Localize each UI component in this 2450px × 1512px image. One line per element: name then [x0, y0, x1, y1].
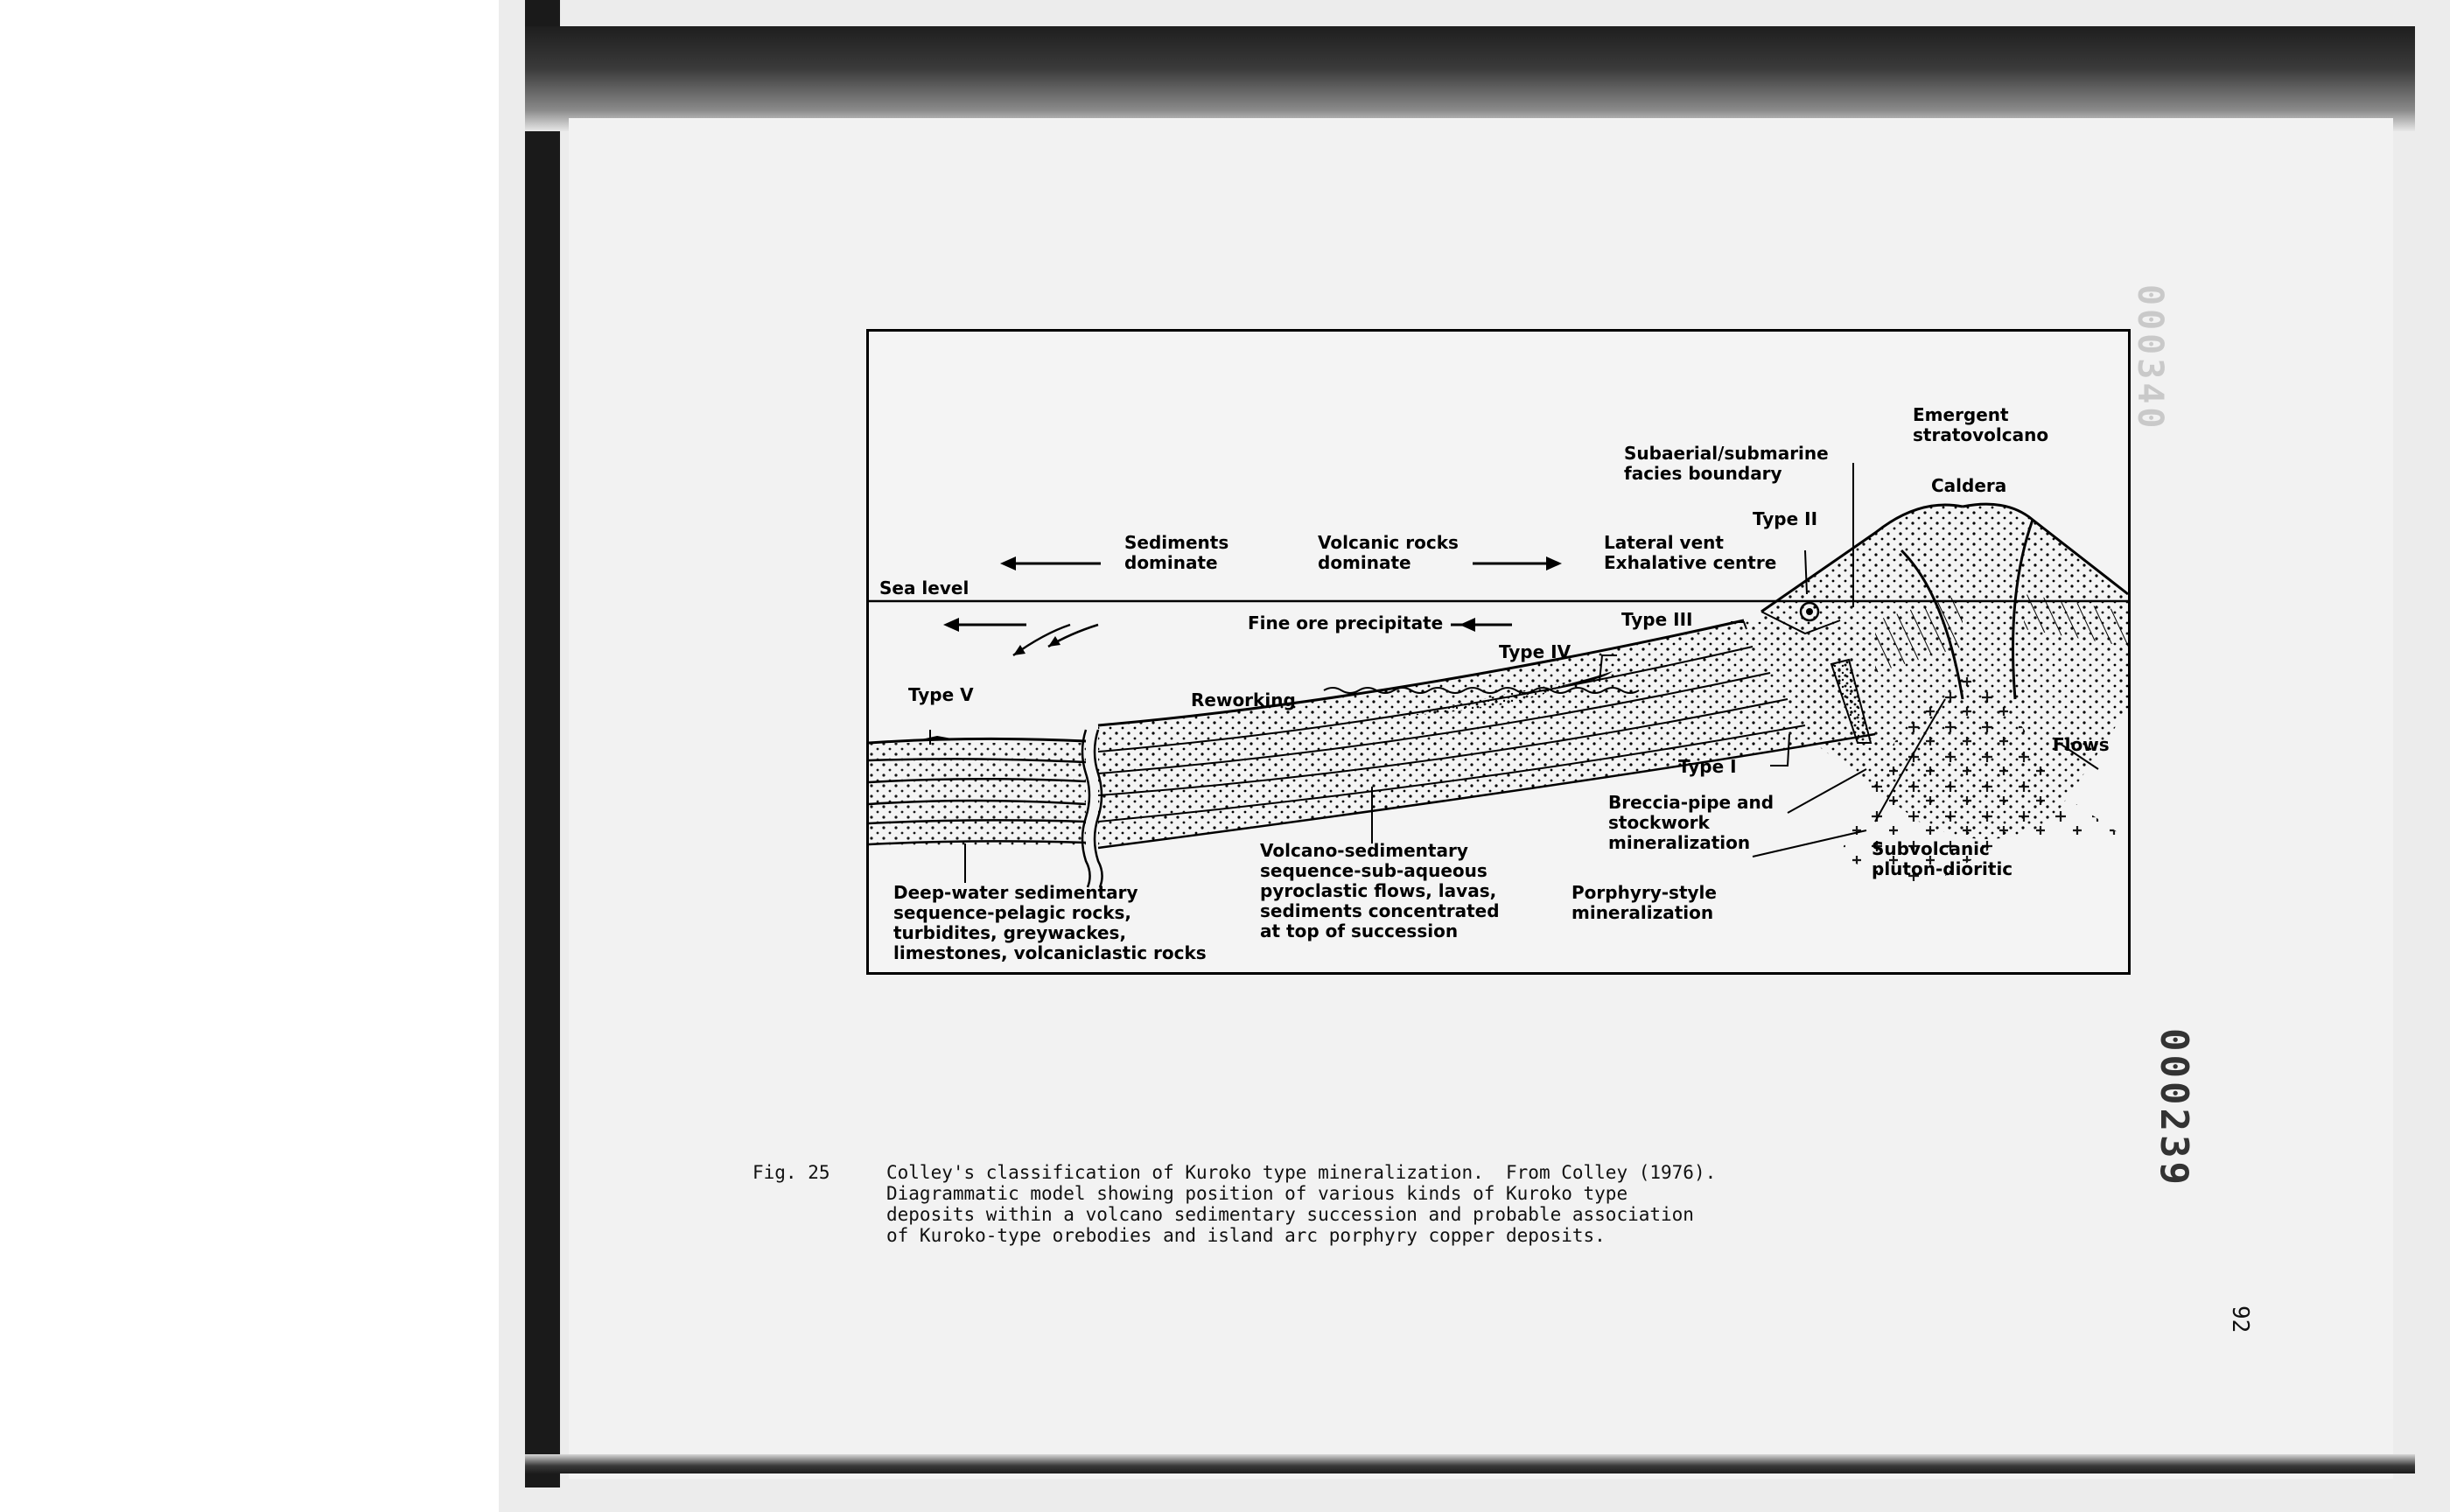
- deep-water-sequence: [869, 736, 1086, 846]
- faint-stamp-number: 000340: [2130, 284, 2170, 432]
- label-breccia: Breccia-pipe and stockwork mineralization: [1608, 792, 1774, 853]
- label-fine-ore: Fine ore precipitate: [1248, 612, 1444, 634]
- figure-number: Fig. 25: [752, 1162, 830, 1183]
- label-emergent-stratovolcano: Emergent stratovolcano: [1913, 404, 2049, 445]
- label-reworking: Reworking: [1191, 690, 1296, 710]
- arrow-sediments: [1000, 556, 1101, 570]
- figure-frame: [866, 329, 2131, 975]
- leader-breccia: [1788, 769, 1866, 813]
- label-caldera: Caldera: [1931, 475, 2007, 496]
- label-subaerial-boundary: Subaerial/submarine facies boundary: [1624, 443, 1829, 484]
- label-type-i: Type I: [1678, 756, 1737, 777]
- binding-shadow-bottom: [525, 1454, 2415, 1474]
- label-type-v: Type V: [908, 684, 974, 705]
- binding-shadow-left: [525, 0, 560, 1488]
- figure-caption: Colley's classification of Kuroko type mineralization. From Colley (1976). Diagrammatic model showing position of various kinds of Kuroko type deposits within a volcano sedimentary succession and probable association of Kuroko-type orebodies and island arc porphyry copper deposits.: [886, 1162, 1717, 1246]
- label-sediments-dominate: Sediments dominate: [1124, 532, 1229, 573]
- label-subvolcanic: Subvolcanic pluton-dioritic: [1872, 838, 2013, 879]
- label-volcanic-rocks-dominate: Volcanic rocks dominate: [1318, 532, 1459, 573]
- label-sea-level: Sea level: [879, 578, 970, 598]
- label-lateral-vent: Lateral vent Exhalative centre: [1604, 532, 1777, 573]
- label-type-ii: Type II: [1753, 508, 1818, 529]
- label-porphyry: Porphyry-style mineralization: [1572, 882, 1717, 923]
- binding-shadow-top: [525, 26, 2415, 131]
- label-volcano-sedimentary: Volcano-sedimentary sequence-sub-aqueous pyroclastic flows, lavas, sediments concentrated at top of succession: [1260, 840, 1500, 942]
- label-type-iii: Type III: [1621, 609, 1693, 630]
- label-flows: Flows: [2053, 734, 2110, 755]
- arrow-volcanics: [1473, 556, 1562, 570]
- label-type-iv: Type IV: [1499, 641, 1572, 662]
- label-deep-water: Deep-water sedimentary sequence-pelagic rocks, turbidites, greywackes, limestones, volcaniclastic rocks: [893, 882, 1207, 963]
- page-number: 92: [2227, 1306, 2253, 1334]
- document-stamp-number: 000239: [2152, 1028, 2196, 1188]
